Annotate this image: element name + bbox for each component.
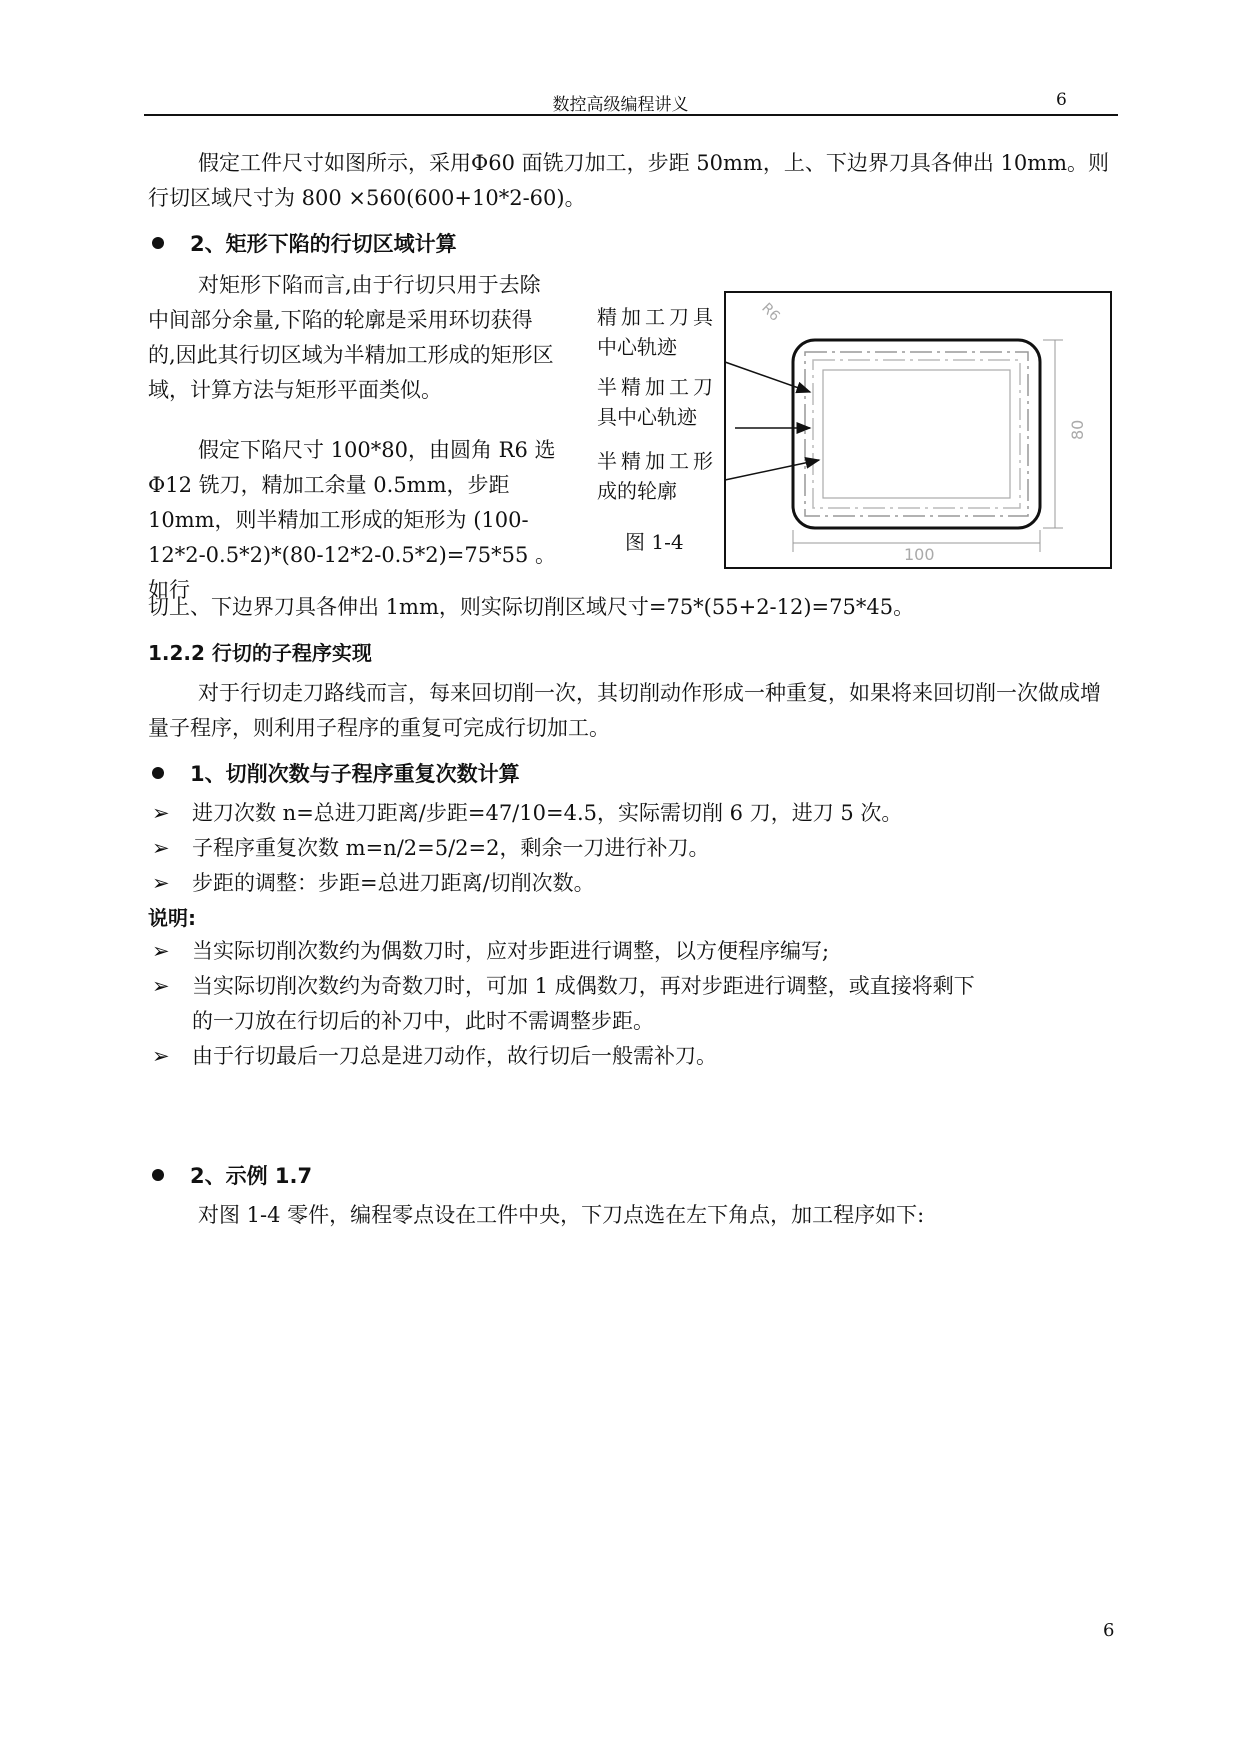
subsection-2-heading — [152, 1160, 312, 1190]
calc-item: ➢ 步距的调整：步距=总进刀距离/切削次数。 — [152, 866, 595, 901]
header-rule — [144, 114, 1118, 116]
bullet-dot-icon — [152, 767, 164, 779]
dim-height: 80 — [1068, 419, 1087, 440]
section-1-2-2-title: 1.2.2 行切的子程序实现 — [148, 641, 372, 665]
finish-path-leader — [725, 362, 810, 392]
dim-width: 100 — [904, 545, 935, 564]
running-header-title: 数控高级编程讲义 — [552, 95, 689, 115]
label-finish-path: 精加工刀具 中心轨迹 — [597, 305, 717, 359]
arrow-bullet-icon: ➢ — [152, 1044, 170, 1068]
figure-caption: 图 1-4 — [625, 530, 684, 554]
section-2-heading-text: 2、矩形下陷的行切区域计算 — [190, 232, 457, 256]
subsection-1-heading — [152, 758, 520, 788]
arrow-bullet-icon: ➢ — [152, 939, 170, 963]
example-paragraph: 对图 1-4 零件，编程零点设在工件中央，下刀点选在左下角点，加工程序如下: — [198, 1203, 925, 1227]
section-1-2-2-paragraph: 对于行切走刀路线而言，每来回切削一次，其切削动作形成一种重复，如果将来回切削一次做成增量子程序，则利用子程序的重复可完成行切加工。 — [148, 681, 1101, 740]
bullet-dot-icon — [152, 1169, 164, 1181]
bullet-dot-icon — [152, 237, 164, 249]
calc-item: ➢ 子程序重复次数 m=n/2=5/2=2，剩余一刀进行补刀。 — [152, 831, 710, 866]
note-item: ➢ 当实际切削次数约为偶数刀时，应对步距进行调整，以方便程序编写; — [152, 934, 829, 969]
note-item: ➢ 由于行切最后一刀总是进刀动作，故行切后一般需补刀。 — [152, 1039, 717, 1074]
arrow-bullet-icon: ➢ — [152, 974, 170, 998]
section-2-paragraph-2: 假定下陷尺寸 100*80，由圆角 R6 选Φ12 铣刀，精加工余量 0.5mm，步距 10mm，则半精加工形成的矩形为 (100-12*2-0.5*2)*(80-12*2-0.5*2)=75*55 。如行 — [148, 438, 556, 602]
pocket-contour — [793, 340, 1040, 528]
label-semi-path: 半精加工刀 具中心轨迹 — [597, 375, 717, 429]
dim-radius: R6 — [758, 300, 783, 325]
arrow-bullet-icon: ➢ — [152, 836, 170, 860]
footer-page-number: 6 — [1103, 1620, 1115, 1641]
subsection-1-heading-text: 1、切削次数与子程序重复次数计算 — [190, 762, 520, 786]
running-header-page-number: 6 — [1056, 90, 1067, 110]
note-item: ➢ 当实际切削次数约为奇数刀时，可加 1 成偶数刀，再对步距进行调整，或直接将剩下 — [152, 969, 975, 1004]
label-semi-contour: 半精加工形 成的轮廓 — [597, 449, 717, 503]
arrow-bullet-icon: ➢ — [152, 871, 170, 895]
note-item-continued: 的一刀放在行切后的补刀中，此时不需调整步距。 — [192, 1009, 654, 1033]
finish-tool-path — [805, 352, 1028, 516]
calc-item: ➢ 进刀次数 n=总进刀距离/步距=47/10=4.5，实际需切削 6 刀，进刀 5 次。 — [152, 796, 902, 831]
section-2-paragraph-2-continued: 切上、下边界刀具各伸出 1mm，则实际切削区域尺寸=75*(55+2-12)=75*45。 — [148, 595, 915, 619]
semi-finish-contour — [823, 370, 1010, 498]
arrow-bullet-icon: ➢ — [152, 801, 170, 825]
intro-paragraph: 假定工件尺寸如图所示，采用Φ60 面铣刀加工，步距 50mm，上、下边界刀具各伸出 10mm。则行切区域尺寸为 800 ×560(600+10*2-60)。 — [148, 151, 1110, 210]
section-2-heading — [152, 228, 457, 258]
note-label: 说明: — [148, 906, 196, 930]
subsection-2-heading-text: 2、示例 1.7 — [190, 1164, 313, 1188]
section-2-paragraph-1: 对矩形下陷而言,由于行切只用于去除中间部分余量,下陷的轮廓是采用环切获得的,因此其行切区域为半精加工形成的矩形区域，计算方法与矩形平面类似。 — [148, 273, 554, 402]
semi-finish-tool-path — [813, 360, 1020, 508]
